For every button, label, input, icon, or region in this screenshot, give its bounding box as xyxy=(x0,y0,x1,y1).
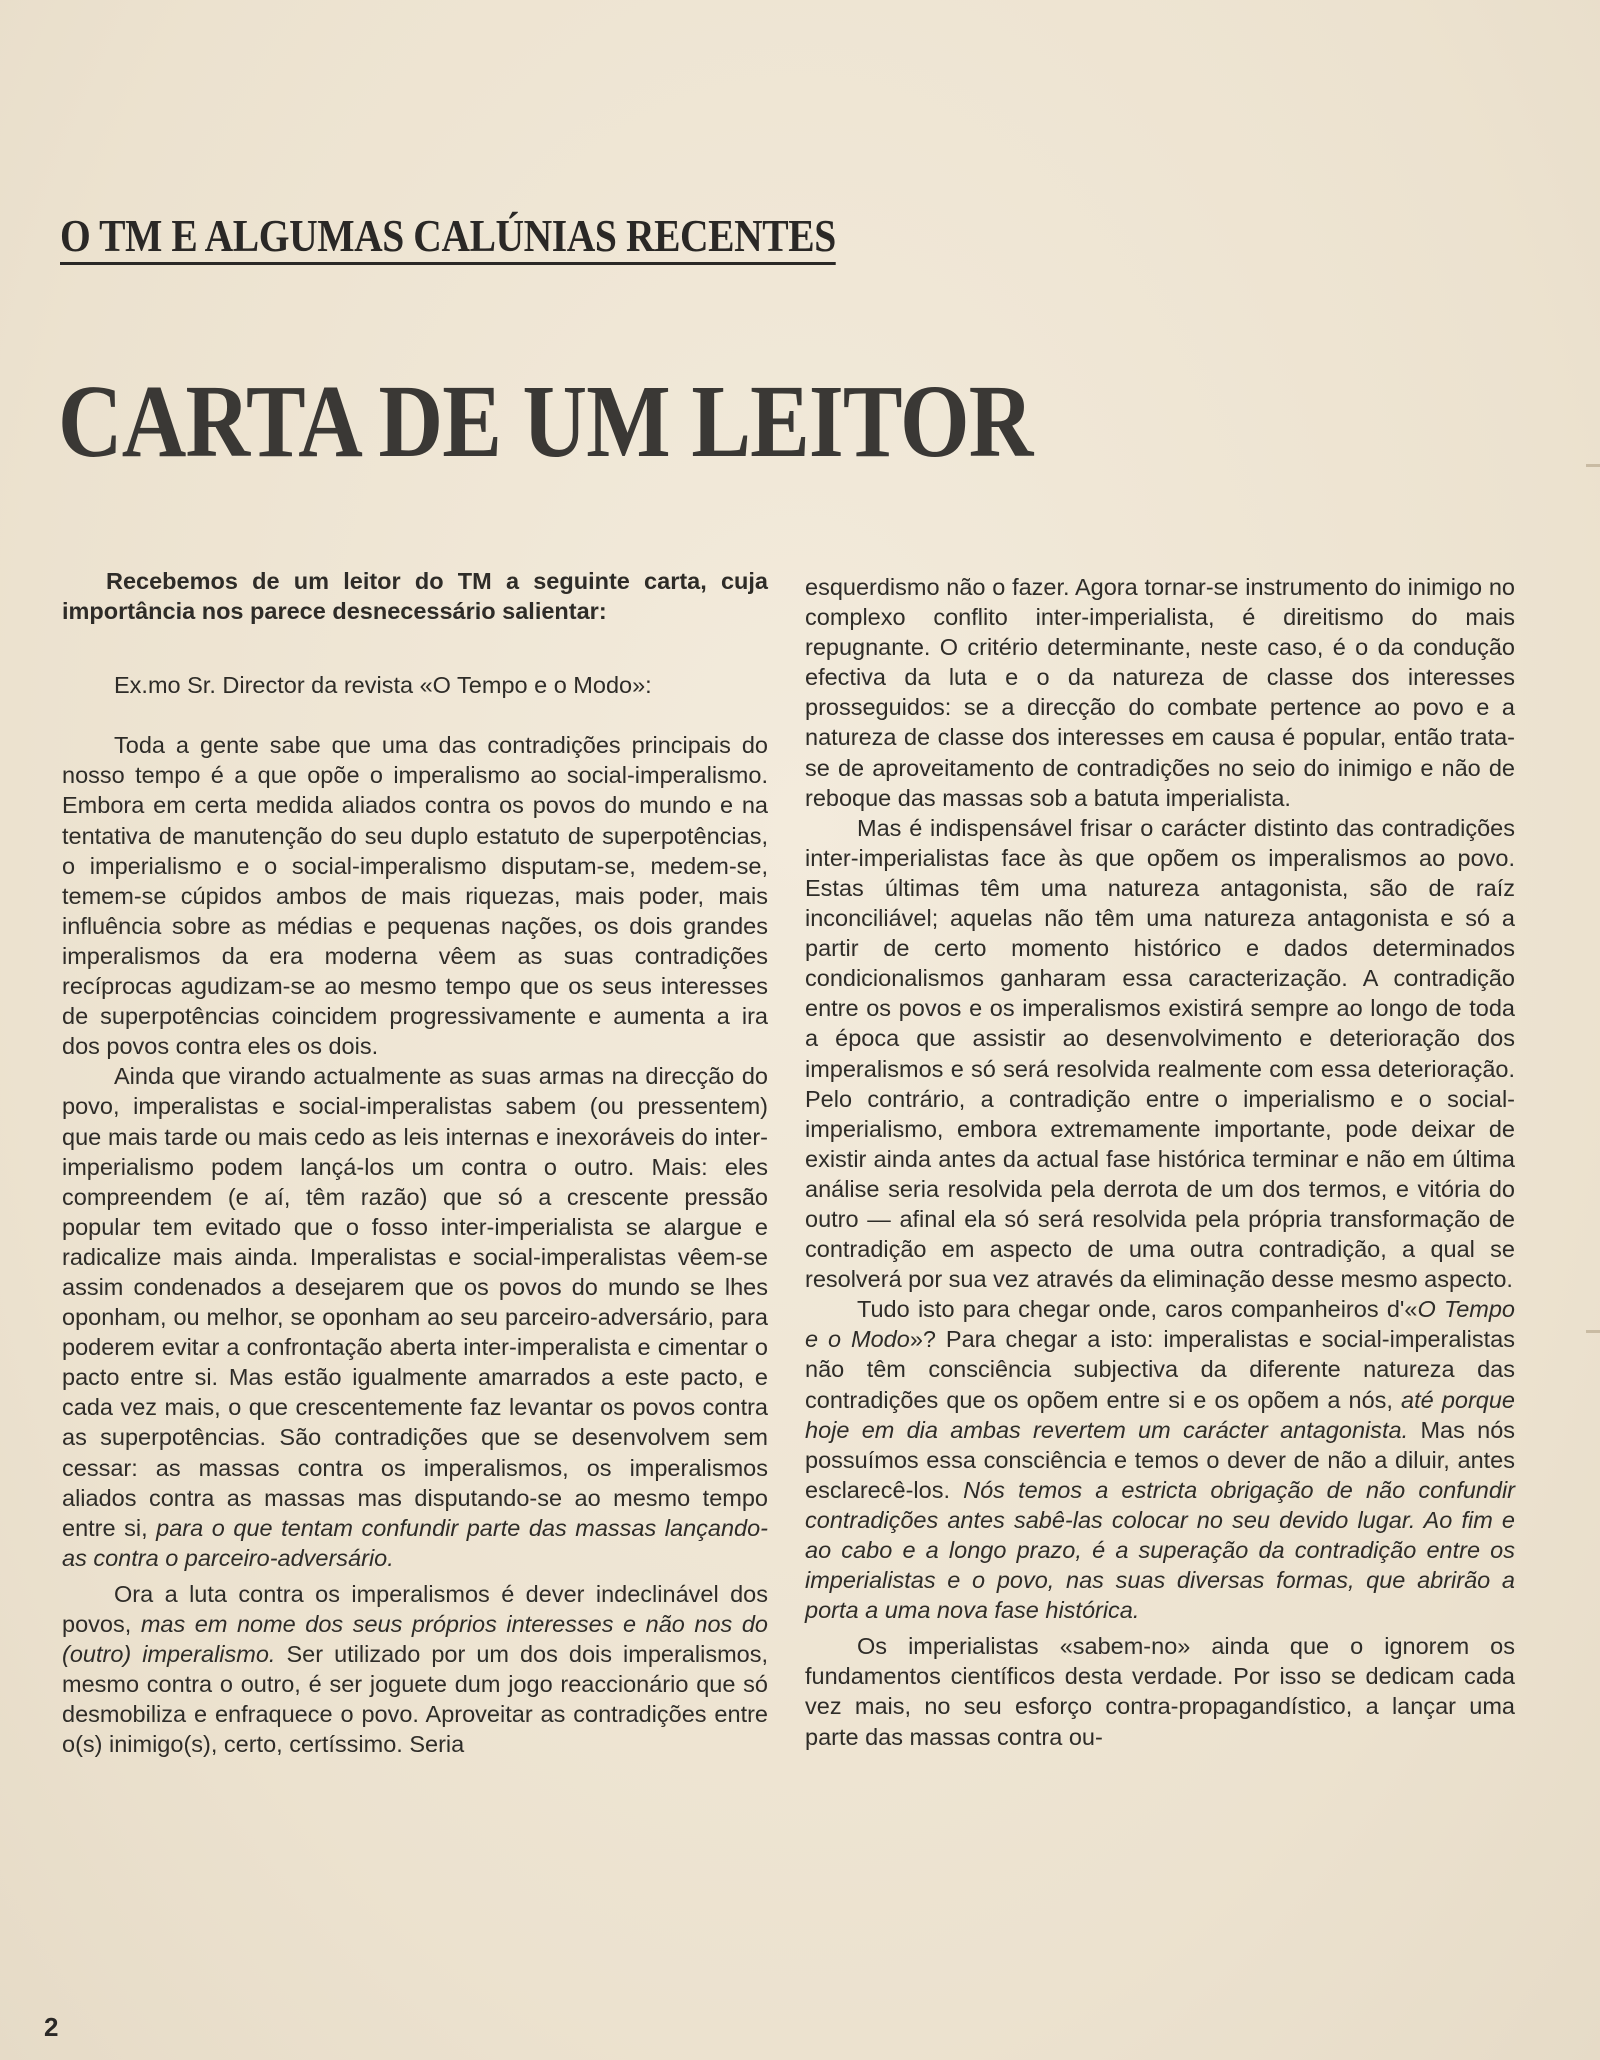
section-title: O TM E ALGUMAS CALÚNIAS RECENTES xyxy=(60,212,836,265)
intro-paragraph: Recebemos de um leitor do TM a seguinte carta, cuja importância nos parece desnecessário salientar: xyxy=(62,568,768,625)
left-column xyxy=(62,566,768,1759)
body-text: Tudo isto para chegar onde, caros companheiros d'« xyxy=(857,1296,1418,1323)
emphasis-text: Nós temos a estricta obrigação de não confundir contradições antes sabê-las colocar no seu devido lugar. Ao fim e ao cabo e a longo prazo, é a superação da contradição entre os imperialistas e o povo, nas suas diversas formas, que abrirão a porta a uma nova fase histórica. xyxy=(805,1476,1515,1624)
emphasis-text: para o que tentam confundir parte das massas lançando-as contra o parceiro-adversário. xyxy=(62,1514,769,1571)
body-text: Ora a luta contra os imperalismos é dever indeclinável dos povos, xyxy=(62,1580,768,1637)
edge-mark xyxy=(1586,464,1600,467)
body-text: Ainda que virando actualmente as suas armas na direcção do povo, imperalistas e social-imperalistas sabem (ou pressentem) que mais tarde ou mais cedo as leis internas e inexoráveis do inter-imperialismo podem lançá-los um contra o outro. Mais: eles compreendem (e aí, têm razão) que só a crescente pressão popular tem evitado que o fosso inter-imperialista se alargue e radicalize mais ainda. Imperalistas e social-imperalistas vêem-se assim condenados a desejarem que os povos do mundo se lhes oponham, ou melhor, se oponham ao seu parceiro-adversário, para poderem evitar a confrontação aberta inter-imperalista e cimentar o pacto entre si. Mas estão igualmente amarrados a este pacto, e cada vez mais, o que crescentemente faz levantar os povos contra as superpotências. São contradições que se desenvolvem sem cessar: as massas contra os imperalismos, os imperalismos aliados contra as massas mas disputando-se ao mesmo tempo entre si, xyxy=(62,1063,768,1541)
body-text: Ser utilizado por um dos dois imperalismos, mesmo contra o outro, é ser joguete dum jogo reaccionário que só desmobiliza e enfraquece o povo. Aproveitar as contradições entre o(s) inimigo(s), certo, certíssimo. Seria xyxy=(62,1641,768,1758)
body-text: »? Para chegar a isto: imperalistas e social-imperalistas não têm consciência subjectiva da diferente natureza das contradições que os opõem entre si e os opõem a nós, xyxy=(805,1326,1515,1413)
article-title: CARTA DE UM LEITOR xyxy=(58,364,1033,479)
body-paragraph: Os imperialistas «sabem-no» ainda que o ignorem os fundamentos científicos desta verdade. Por isso se dedicam cada vez mais, no seu esforço contra-propagandístico, a lançar uma parte das massas contra ou- xyxy=(805,1633,1515,1750)
body-text: Mas nós possuímos essa consciência e temos o dever de não a diluir, antes esclarecê-los. xyxy=(805,1416,1516,1503)
page-number: 2 xyxy=(44,2012,59,2042)
emphasis-text: mas em nome dos seus próprios interesses e não nos do (outro) imperalismo. xyxy=(62,1611,768,1668)
body-paragraph: esquerdismo não o fazer. Agora tornar-se instrumento do inimigo no complexo conflito inter-imperialista, é direitismo do mais repugnante. O critério determinante, neste caso, é o da condução efectiva da luta e o da natureza de classe dos interesses prosseguidos: se a direcção do combate pertence ao povo e a natureza de classe dos interesses em causa é popular, então trata-se de aproveitamento de contradições no seio do inimigo e não de reboque das massas sob a batuta imperialista. xyxy=(805,574,1515,811)
body-paragraph xyxy=(805,1294,1515,1625)
body-paragraph xyxy=(62,1579,768,1760)
body-paragraph xyxy=(62,1061,768,1573)
body-paragraph: Mas é indispensável frisar o carácter distinto das contradições inter-imperialistas face às que opõem os imperalismos ao povo. Estas últimas têm uma natureza antagonista, são de raíz inconciliável; aquelas não têm uma natureza antagonista e só a partir de certo momento histórico e dados determinados condicionalismos ganharam essa caracterização. A contradição entre os povos e os imperalismos existirá sempre ao longo de toda a época que assistir ao desenvolvimento e deterioração dos imperalismos e só será resolvida realmente com essa deterioração. Pelo contrário, a contradição entre o imperialismo e o social-imperialismo, embora extremamente importante, pode deixar de existir ainda antes da actual fase histórica terminar e não em última análise seria resolvida pela derrota de um dos termos, e vitória do outro — afinal ela só será resolvida pela própria transformação de contradição em aspecto de uma outra contradição, a qual se resolverá por sua vez através da eliminação desse mesmo aspecto. xyxy=(805,814,1515,1293)
salutation: Ex.mo Sr. Director da revista «O Tempo e o Modo»: xyxy=(114,672,652,699)
right-column xyxy=(805,572,1515,1752)
emphasis-text: até porque hoje em dia ambas revertem um carácter antagonista. xyxy=(805,1386,1515,1443)
body-paragraph: Toda a gente sabe que uma das contradições principais do nosso tempo é a que opõe o imperalismo ao social-imperalismo. Embora em certa medida aliados contra os povos do mundo e na tentativa de manutenção do seu duplo estatuto de superpotências, o imperialismo e o social-imperalismo disputam-se, medem-se, temem-se cúpidos ambos de mais riquezas, mais poder, mais influência sobre as médias e pequenas nações, os dois grandes imperalismos da era moderna vêem as suas contradições recíprocas agudizam-se ao mesmo tempo que os seus interesses de superpotências coincidem progressivamente e aumenta a ira dos povos contra eles os dois. xyxy=(62,732,768,1060)
edge-mark xyxy=(1586,1330,1600,1333)
emphasis-text: O Tempo e o Modo xyxy=(805,1296,1515,1353)
